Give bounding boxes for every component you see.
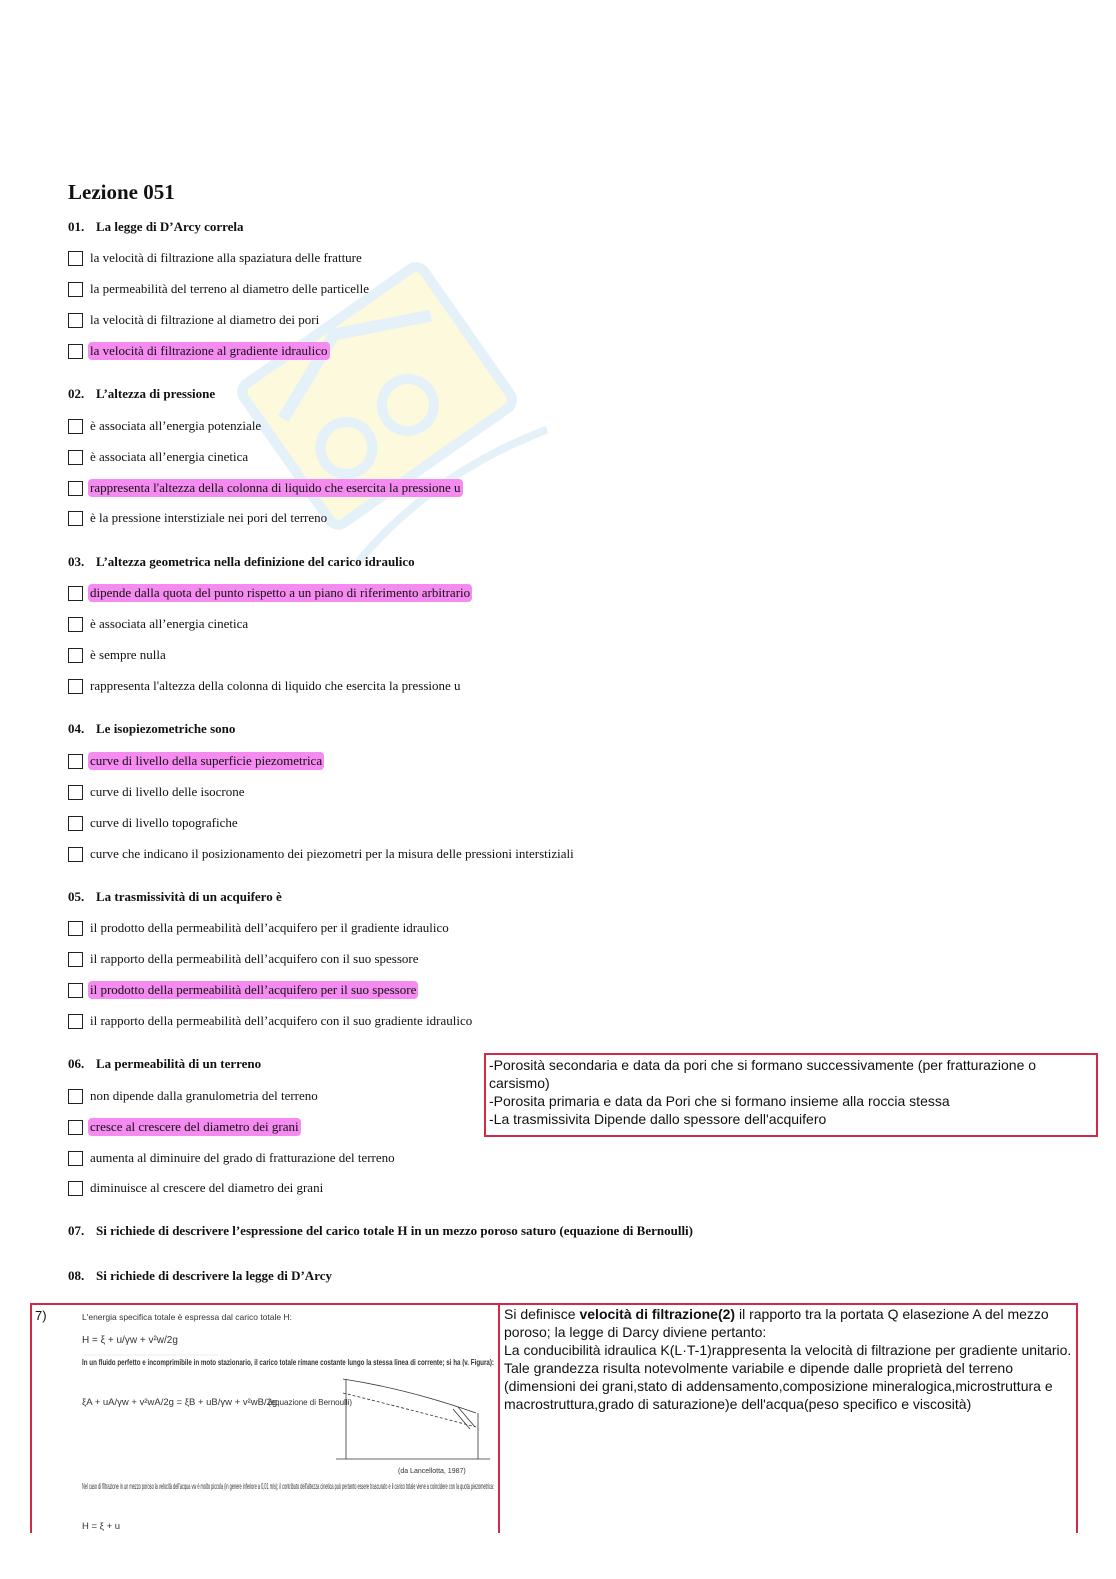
question-text: Si richiede di descrivere la legge di D’Arcy xyxy=(96,1268,332,1283)
question-number: 07. xyxy=(68,1223,85,1238)
question-number: 01. xyxy=(68,219,85,234)
option-text-highlighted: il prodotto della permeabilità dell’acquifero per il suo spessore xyxy=(90,982,417,997)
question-title xyxy=(68,1056,261,1072)
option-checkbox[interactable] xyxy=(68,586,83,601)
option-checkbox[interactable] xyxy=(68,983,83,998)
figure-caption: (da Lancellotta, 1987) xyxy=(398,1468,466,1475)
note-box xyxy=(484,1053,1098,1137)
question-number: 08. xyxy=(68,1268,85,1283)
answer-option[interactable] xyxy=(68,980,418,1000)
question-title xyxy=(68,386,215,402)
question-number: 06. xyxy=(68,1056,85,1071)
bernoulli-answer xyxy=(30,1303,498,1533)
option-checkbox[interactable] xyxy=(68,251,83,266)
figure-line2: In un fluido perfetto e incomprimibile in moto stazionario, il carico totale rimane costante lungo la stessa linea di corrente; si ha (v. Figura): xyxy=(82,1357,495,1367)
answer-option[interactable] xyxy=(68,813,240,833)
question-number: 03. xyxy=(68,554,85,569)
answer-option[interactable] xyxy=(68,1178,325,1198)
option-checkbox[interactable] xyxy=(68,450,83,465)
option-checkbox[interactable] xyxy=(68,1014,83,1029)
answer-option[interactable] xyxy=(68,478,463,498)
answer-option[interactable] xyxy=(68,583,472,603)
question-text: Le isopiezometriche sono xyxy=(96,721,236,736)
figure-eq-final: H = ξ + u xyxy=(82,1521,121,1532)
answer-option[interactable] xyxy=(68,1148,397,1168)
question-title xyxy=(68,219,244,235)
answer-option[interactable] xyxy=(68,614,250,634)
option-checkbox[interactable] xyxy=(68,481,83,496)
option-checkbox[interactable] xyxy=(68,1181,83,1196)
option-text: aumenta al diminuire del grado di fratturazione del terreno xyxy=(90,1150,395,1165)
question-number: 05. xyxy=(68,889,85,904)
option-text: curve che indicano il posizionamento dei piezometri per la misura delle pressioni interstiziali xyxy=(90,846,574,861)
option-checkbox[interactable] xyxy=(68,952,83,967)
answer-option[interactable] xyxy=(68,751,324,771)
answer-option[interactable] xyxy=(68,508,329,528)
answer-option[interactable] xyxy=(68,782,247,802)
option-text: non dipende dalla granulometria del terreno xyxy=(90,1088,318,1103)
option-text: la velocità di filtrazione al diametro dei pori xyxy=(90,312,320,327)
answer-option[interactable] xyxy=(68,416,263,436)
question-text: La permeabilità di un terreno xyxy=(96,1056,262,1071)
eq-label: (equazione di Bernoulli) xyxy=(268,1398,353,1407)
question-text: L’altezza di pressione xyxy=(96,386,216,401)
question-title xyxy=(68,721,235,737)
answer-option[interactable] xyxy=(68,645,168,665)
svg-text:ξA + uA/γw + v²wA/2g = ξB + uB: ξA + uA/γw + v²wA/2g = ξB + uB/γw + v²wB/2g xyxy=(82,1397,278,1408)
option-checkbox[interactable] xyxy=(68,282,83,297)
option-text: è associata all’energia cinetica xyxy=(90,616,249,631)
option-text-highlighted: cresce al crescere del diametro dei grani xyxy=(90,1119,299,1134)
question-title xyxy=(68,554,415,570)
question-title xyxy=(68,1223,693,1239)
option-text: il rapporto della permeabilità dell’acquifero con il suo spessore xyxy=(90,951,419,966)
option-checkbox[interactable] xyxy=(68,754,83,769)
option-checkbox[interactable] xyxy=(68,1089,83,1104)
answer-option[interactable] xyxy=(68,949,421,969)
question-number: 04. xyxy=(68,721,85,736)
option-text: è associata all’energia potenziale xyxy=(90,418,262,433)
option-text: è associata all’energia cinetica xyxy=(90,449,249,464)
option-text: la permeabilità del terreno al diametro delle particelle xyxy=(90,281,369,296)
option-text: è la pressione interstiziale nei pori del terreno xyxy=(90,510,328,525)
figure-line3: Nel caso di filtrazione in un mezzo poroso la velocità dell'acqua vw è molto piccola (in genere inferiore a 0,01 m/s); il contributo dell'altezza cinetica può pertanto essere trascurato e il carico totale viene a coincidere con la quota piezometrica: xyxy=(82,1481,494,1491)
answer-option[interactable] xyxy=(68,248,364,268)
answer-option[interactable] xyxy=(68,310,321,330)
option-checkbox[interactable] xyxy=(68,679,83,694)
option-checkbox[interactable] xyxy=(68,1151,83,1166)
svg-text:H = ξ + u/γw + v²w/2g: H = ξ + u/γw + v²w/2g xyxy=(82,1335,178,1346)
option-checkbox[interactable] xyxy=(68,419,83,434)
note-line: -Porosità secondaria e data da pori che si formano successivamente (per fratturazione o carsismo) xyxy=(489,1057,1037,1091)
question-text: La trasmissività di un acquifero è xyxy=(96,889,282,904)
option-text: curve di livello delle isocrone xyxy=(90,784,245,799)
answer-option[interactable] xyxy=(68,1086,320,1106)
option-checkbox[interactable] xyxy=(68,921,83,936)
darcy-keyword: velocità di filtrazione(2) xyxy=(579,1306,736,1322)
answer-label: 7) xyxy=(35,1308,47,1323)
question-text: L’altezza geometrica nella definizione del carico idraulico xyxy=(96,554,415,569)
question-text: Si richiede di descrivere l’espressione del carico totale H in un mezzo poroso saturo (equazione di Bernoulli) xyxy=(96,1223,693,1238)
option-text: la velocità di filtrazione alla spaziatura delle fratture xyxy=(90,250,362,265)
option-text: diminuisce al crescere del diametro dei grani xyxy=(90,1180,324,1195)
answer-option[interactable] xyxy=(68,447,250,467)
option-text-highlighted: dipende dalla quota del punto rispetto a un piano di riferimento arbitrario xyxy=(90,585,471,600)
darcy-paragraph-2: La conducibilità idraulica K(L·T-1)rappresenta la velocità di filtrazione per gradiente unitario. Tale grandezza risulta notevolmente variabile e dipende dalle proprietà del terreno (dimensioni dei grani,stato di addensamento,composizione mineralogica,microstruttura e macrostruttura,grado di saturazione)e dell'acqua(peso specifico e viscosità) xyxy=(504,1342,1072,1412)
answer-option[interactable] xyxy=(68,279,371,299)
question-title xyxy=(68,889,282,905)
answer-option[interactable] xyxy=(68,676,463,696)
option-checkbox[interactable] xyxy=(68,847,83,862)
answer-option[interactable] xyxy=(68,1117,301,1137)
answer-option[interactable] xyxy=(68,1011,474,1031)
option-checkbox[interactable] xyxy=(68,648,83,663)
bernoulli-figure xyxy=(78,1309,498,1533)
option-checkbox[interactable] xyxy=(68,511,83,526)
option-checkbox[interactable] xyxy=(68,785,83,800)
page-title: Lezione 051 xyxy=(68,180,175,204)
option-text: curve di livello topografiche xyxy=(90,815,238,830)
question-text: La legge di D’Arcy correla xyxy=(96,219,244,234)
option-checkbox[interactable] xyxy=(68,816,83,831)
option-text-highlighted: curve di livello della superficie piezometrica xyxy=(90,753,323,768)
answer-option[interactable] xyxy=(68,844,576,864)
option-text: rappresenta l'altezza della colonna di liquido che esercita la pressione u xyxy=(90,678,461,693)
option-text-highlighted: rappresenta l'altezza della colonna di liquido che esercita la pressione u xyxy=(90,480,461,495)
figure-line1: L'energia specifica totale è espressa dal carico totale H: xyxy=(82,1312,292,1322)
option-text: è sempre nulla xyxy=(90,647,166,662)
option-text-highlighted: la velocità di filtrazione al gradiente idraulico xyxy=(90,343,328,358)
darcy-paragraph-1: Si definisce velocità di filtrazione(2) il rapporto tra la portata Q elasezione A del mezzo poroso; la legge di Darcy diviene pertanto: xyxy=(504,1306,1049,1340)
option-checkbox[interactable] xyxy=(68,617,83,632)
question-number: 02. xyxy=(68,386,85,401)
option-checkbox[interactable] xyxy=(68,313,83,328)
note-line: -Porosita primaria e data da Pori che si formano insieme alla roccia stessa xyxy=(489,1093,950,1109)
option-checkbox[interactable] xyxy=(68,344,83,359)
option-text: il prodotto della permeabilità dell’acquifero per il gradiente idraulico xyxy=(90,920,449,935)
answer-option[interactable] xyxy=(68,918,451,938)
darcy-answer xyxy=(498,1303,1078,1533)
note-line: -La trasmissivita Dipende dallo spessore dell'acquifero xyxy=(489,1111,827,1127)
option-text: il rapporto della permeabilità dell’acquifero con il suo gradiente idraulico xyxy=(90,1013,473,1028)
question-title xyxy=(68,1268,332,1284)
answer-option[interactable] xyxy=(68,341,330,361)
option-checkbox[interactable] xyxy=(68,1120,83,1135)
